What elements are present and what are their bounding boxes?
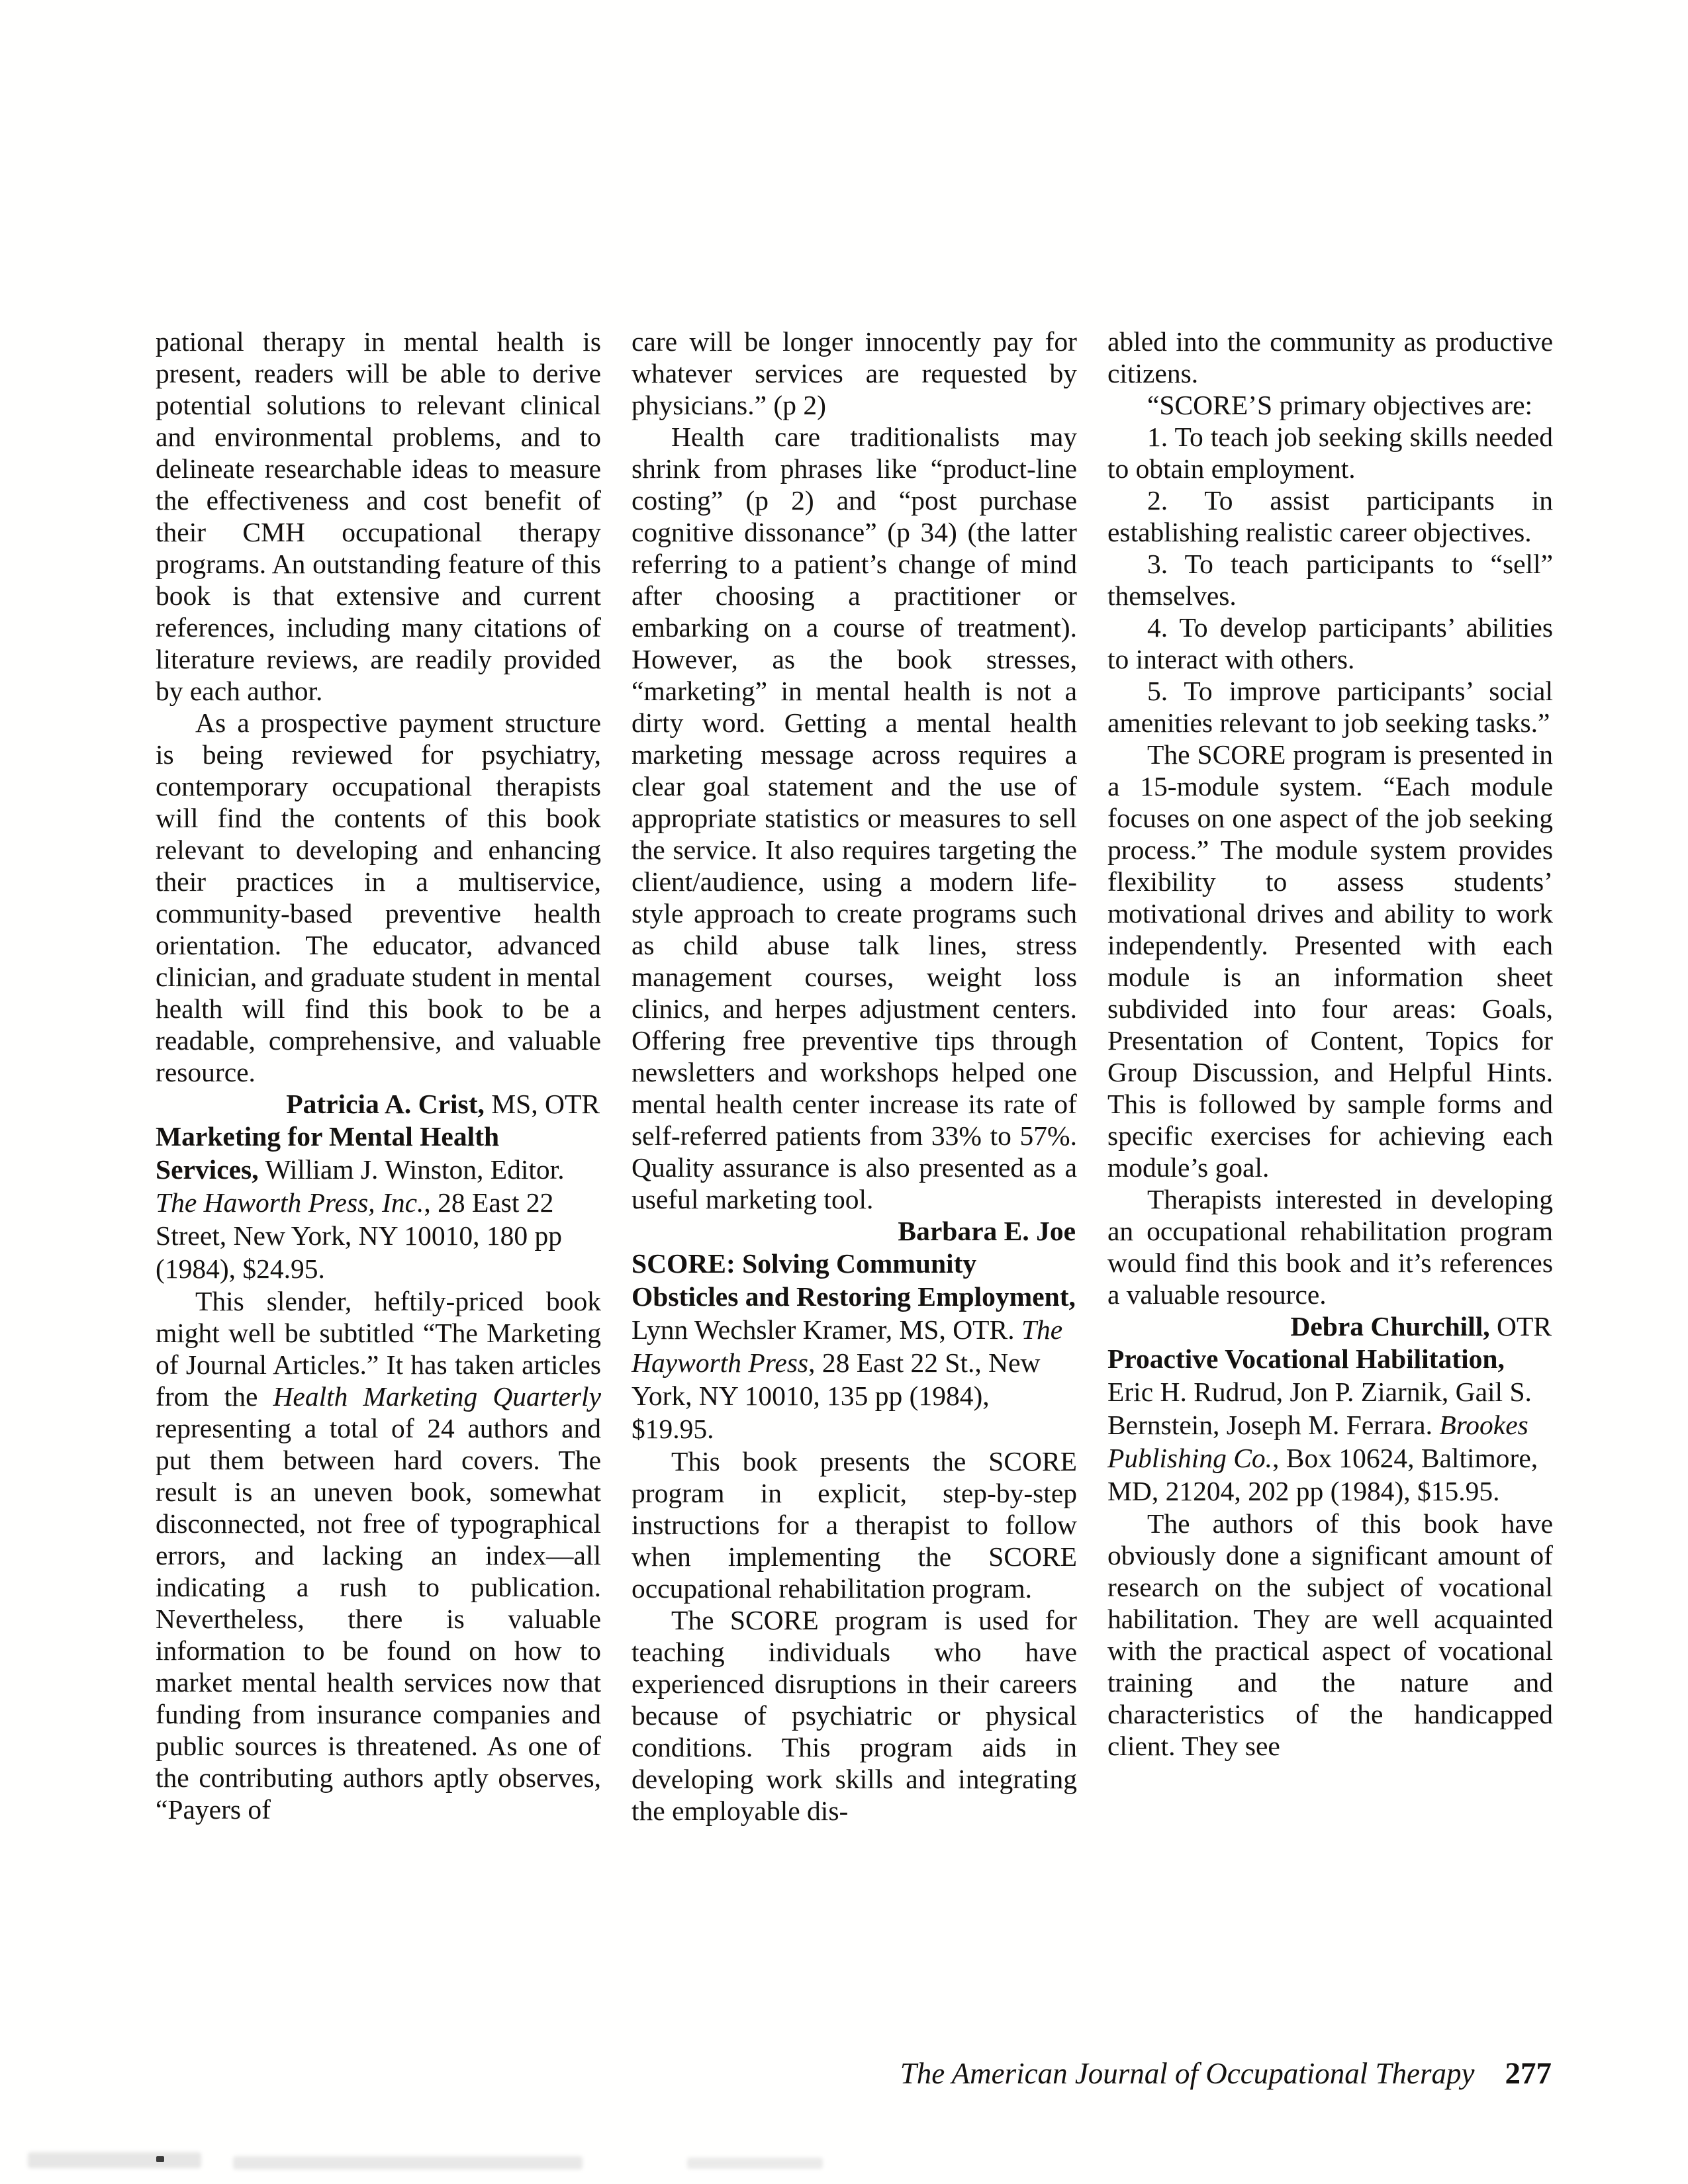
book-publisher: Brookes Publishing Co.	[1107, 1410, 1528, 1473]
scan-artifact	[233, 2156, 583, 2169]
scan-artifact	[687, 2158, 823, 2169]
paragraph: The SCORE program is presented in a 15-module system. “Each module focuses on one aspect of the job seeking process.” The module system provides flexibility to assess students’ motivational drives and ability to work independently. Presented with each module is an information sheet subdivided into four areas: Goals, Presentation of Content, Topics for Group Discussion, and Helpful Hints. This is followed by sample forms and specific exercises for achieving each module’s goal.	[1107, 739, 1553, 1183]
reviewer-name: Patricia A. Crist,	[286, 1089, 485, 1119]
journal-title: The American Journal of Occupational Therapy	[900, 2057, 1475, 2090]
scan-artifact	[28, 2152, 201, 2168]
book-byline: William J. Winston, Editor.	[258, 1154, 565, 1185]
paragraph: care will be longer innocently pay for whatever services are requested by physicians.” (p 2)	[632, 326, 1077, 420]
reviewer-signature	[1107, 1310, 1553, 1342]
objective-item: 4. To develop participants’ abilities to interact with others.	[1107, 612, 1553, 674]
reviewer-credentials: OTR	[1489, 1311, 1552, 1342]
paragraph: pational therapy in mental health is present, readers will be able to derive potential solutions to relevant clinical and environmental problems, and to delineate researchable ideas to measure the effectiveness and cost benefit of their CMH occupational therapy programs. An outstanding feature of this book is that extensive and current references, including many citations of literature reviews, are readily provided by each author.	[156, 326, 601, 706]
reviewer-name: Barbara E. Joe	[898, 1216, 1076, 1246]
column-left	[156, 326, 601, 1827]
italic-run: Health Marketing Quarterly	[273, 1381, 601, 1412]
paragraph: “SCORE’S primary objectives are:	[1147, 390, 1533, 420]
book-reference	[632, 1247, 1077, 1445]
book-byline: Eric H. Rudrud, Jon P. Ziarnik, Gail S. Bernstein, Joseph M. Ferrara.	[1107, 1377, 1532, 1440]
book-publisher: The Haworth Press, Inc.	[156, 1187, 424, 1218]
paragraph	[156, 1285, 601, 1825]
paragraph: abled into the community as productive citizens.	[1107, 326, 1553, 388]
book-publisher: The Hayworth Press	[632, 1314, 1063, 1378]
book-details: , Box 10624, Baltimore, MD, 21204, 202 pp (1984), $15.95.	[1107, 1443, 1538, 1506]
column-middle	[632, 326, 1077, 1827]
column-right	[1107, 326, 1553, 1827]
book-title: SCORE: Solving Community Obsticles and Restoring Employment,	[632, 1248, 1076, 1312]
objective-item: 2. To assist participants in establishing realistic career objectives.	[1107, 485, 1553, 547]
paragraph: The SCORE program is used for teaching individuals who have experienced disruptions in their careers because of psychiatric or physical conditions. This program aids in developing work skills and integrating the employable dis-	[632, 1605, 1077, 1826]
page-content	[156, 326, 1554, 1827]
book-details: , 28 East 22 St., New York, NY 10010, 135 pp (1984), $19.95.	[632, 1347, 1041, 1444]
objective-item: 1. To teach job seeking skills needed to obtain employment.	[1107, 422, 1553, 484]
book-title: Proactive Vocational Habilitation,	[1107, 1343, 1505, 1374]
page-footer	[900, 2056, 1552, 2091]
page-number: 277	[1505, 2056, 1552, 2091]
text-run: This slender, heftily-priced book might well be subtitled “The Marketing of Journal Articles.” It has taken articles from the	[156, 1286, 601, 1412]
reviewer-signature	[632, 1215, 1077, 1247]
paragraph: As a prospective payment structure is being reviewed for psychiatry, contemporary occupational therapists will find the contents of this book relevant to developing and enhancing their practices in a multiservice, community-based preventive health orientation. The educator, advanced clinician, and graduate student in mental health will find this book to be a readable, comprehensive, and valuable resource.	[156, 707, 601, 1087]
book-details: , 28 East 22 Street, New York, NY 10010, 180 pp (1984), $24.95.	[156, 1187, 563, 1284]
book-reference	[156, 1120, 601, 1285]
paragraph: This book presents the SCORE program in explicit, step-by-step instructions for a therapist to follow when implementing the SCORE occupational rehabilitation program.	[632, 1446, 1077, 1604]
book-reference	[1107, 1342, 1553, 1508]
objective-item: 5. To improve participants’ social amenities relevant to job seeking tasks.”	[1107, 676, 1553, 738]
book-byline: Lynn Wechsler Kramer, MS, OTR.	[632, 1314, 1021, 1345]
paragraph: Therapists interested in developing an occupational rehabilitation program would find this book and it’s references a valuable resource.	[1107, 1184, 1553, 1310]
paragraph: The authors of this book have obviously done a significant amount of research on the subject of vocational habilitation. They are well acquainted with the practical aspect of vocational training and the nature and characteristics of the handicapped client. They see	[1107, 1508, 1553, 1761]
reviewer-credentials: MS, OTR	[484, 1089, 600, 1119]
reviewer-signature	[156, 1088, 601, 1120]
book-title: Marketing for Mental Health Services,	[156, 1121, 500, 1185]
objective-item: 3. To teach participants to “sell” themselves.	[1107, 549, 1553, 611]
scan-artifact	[156, 2156, 164, 2162]
text-run: representing a total of 24 authors and put them between hard covers. The result is an uneven book, somewhat disconnected, not free of typographical errors, and lacking an index—all indicating a rush to publication. Nevertheless, there is valuable information to be found on how to market mental health services now that funding from insurance companies and public sources is threatened. As one of the contributing authors aptly observes, “Payers of	[156, 1413, 601, 1825]
reviewer-name: Debra Churchill,	[1290, 1311, 1490, 1342]
paragraph: Health care traditionalists may shrink from phrases like “product-line costing” (p 2) and “post purchase cognitive dissonance” (p 34) (the latter referring to a patient’s change of mind after choosing a practitioner or embarking on a course of treatment). However, as the book stresses, “marketing” in mental health is not a dirty word. Getting a mental health marketing message across requires a clear goal statement and the use of appropriate statistics or measures to sell the service. It also requires targeting the client/audience, using a modern life-style approach to create programs such as child abuse talk lines, stress management courses, weight loss clinics, and herpes adjustment centers. Offering free preventive tips through newsletters and workshops helped one mental health center increase its rate of self-referred patients from 33% to 57%. Quality assurance is also presented as a useful marketing tool.	[632, 422, 1077, 1214]
